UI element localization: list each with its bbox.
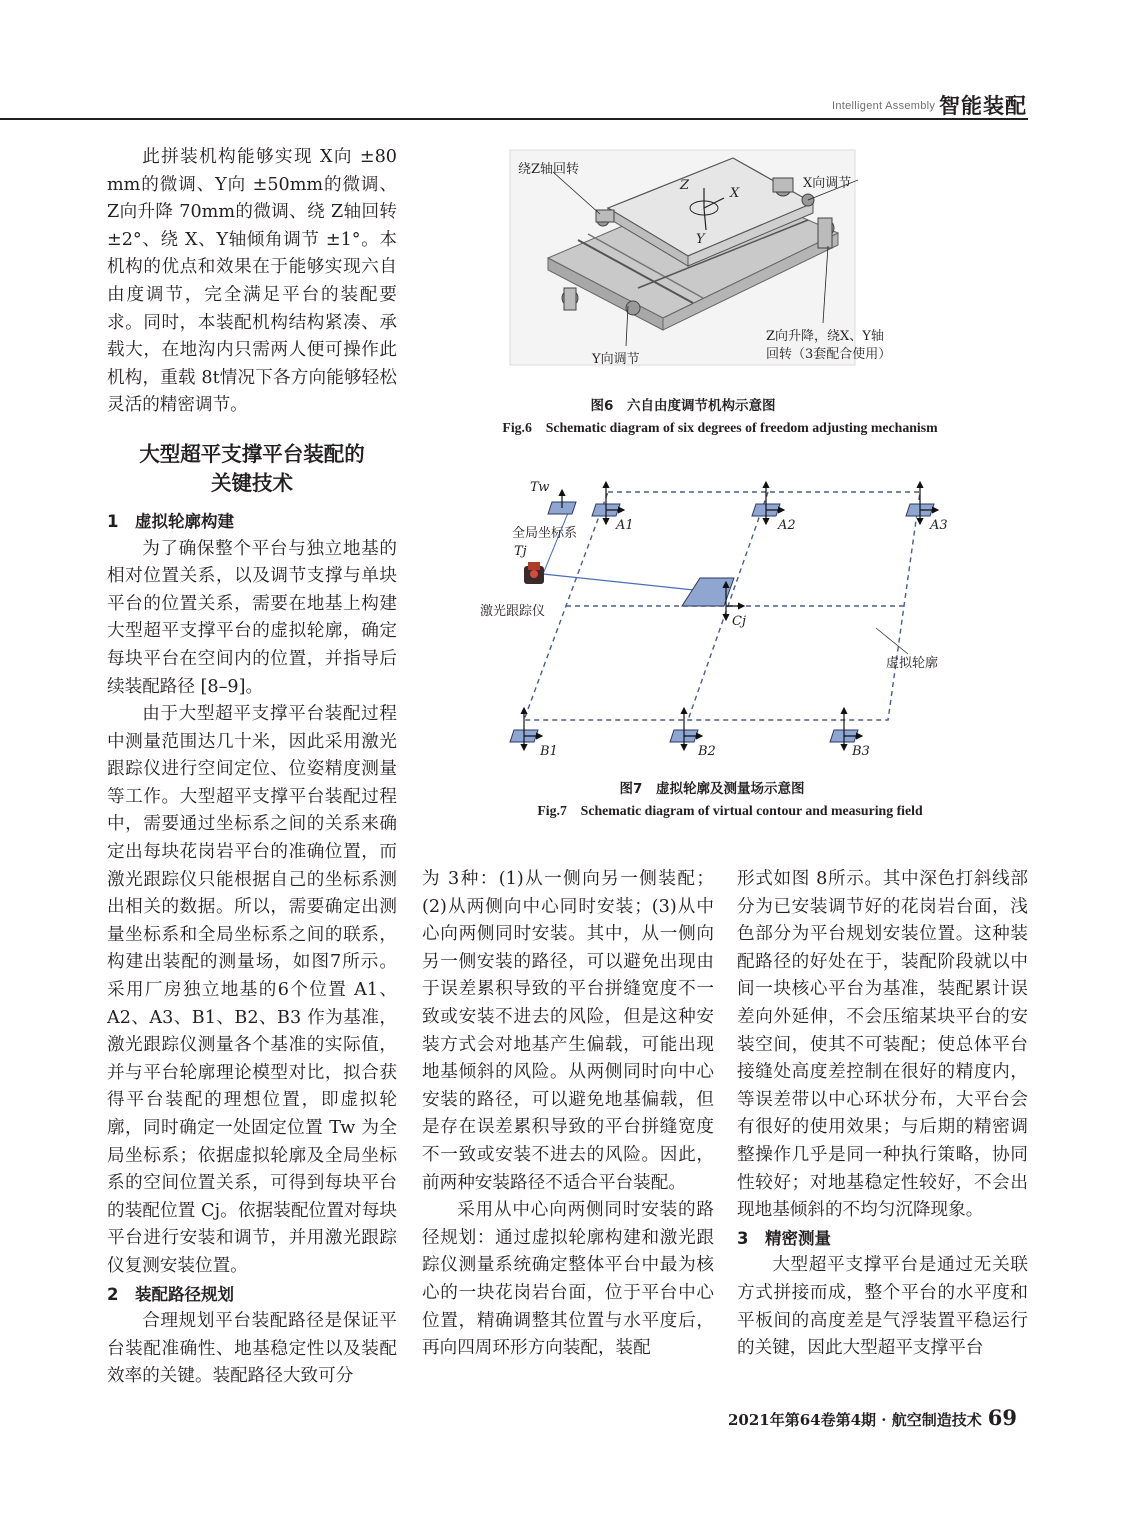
label-cj: Cj bbox=[732, 614, 746, 629]
label-b1: B1 bbox=[540, 744, 558, 759]
text-column-right bbox=[737, 866, 1028, 1363]
label-b3: B3 bbox=[852, 744, 870, 759]
axis-label-x: X bbox=[730, 186, 740, 201]
label-tj: Tj bbox=[514, 544, 527, 559]
paragraph: 为了确保整个平台与独立地基的相对位置关系，以及调节支撑与单块平台的位置关系，需要在地基上构建大型超平支撑平台的虚拟轮廓，确定每块平台在空间内的位置，并指导后续装配路径 [8–9]。 bbox=[107, 538, 397, 697]
label-tw: Tw bbox=[530, 480, 550, 495]
figure-6-caption-zh: 图6 六自由度调节机构示意图 bbox=[590, 398, 776, 414]
paragraph: 由于大型超平支撑平台装配过程中测量范围达几十米，因此采用激光跟踪仪进行空间定位、位姿精度测量等工作。大型超平支撑平台装配过程中，需要通过坐标系之间的关系来确定出每块花岗岩平台的准确位置，而激光跟踪仪只能根据自己的坐标系测出相关的数据。所以，需要确定出测量坐标系和全局坐标系之间的联系，构建出装配的测量场，如图7所示。采用厂房独立地基的6个位置 A1、A2、A3、B1、B2、B3 作为基准，激光跟踪仪测量各个基准的实际值，并与平台轮廓理论模型对比，拟合获得平台装配的理想位置，即虚拟轮廓，同时确定一处固定位置 Tw 为全局坐标系；依据虚拟轮廓及全局坐标系的空间位置关系，可得到每块平台的装配位置 Cj。依据装配位置对每块平台进行安装和调节，并用激光跟踪仪复测安装位置。 bbox=[107, 704, 397, 1276]
label-a2: A2 bbox=[778, 518, 796, 533]
laser-tracker-icon bbox=[524, 562, 544, 584]
section-title-line-2: 关键技术 bbox=[211, 470, 293, 495]
section-title bbox=[107, 440, 397, 498]
page-number: 69 bbox=[987, 1405, 1017, 1430]
figure-7-measuring-field bbox=[478, 478, 958, 768]
subsection-heading: 2 装配路径规划 bbox=[107, 1284, 234, 1304]
subsection-heading: 1 虚拟轮廓构建 bbox=[107, 511, 234, 531]
axis-label-y: Y bbox=[696, 232, 705, 247]
label-virtual-contour: 虚拟轮廓 bbox=[886, 656, 939, 671]
label-laser-tracker: 激光跟踪仪 bbox=[480, 604, 546, 619]
label-b2: B2 bbox=[698, 744, 716, 759]
figure-6-caption-en: Fig.6 Schematic diagram of six degrees of freedom adjusting mechanism bbox=[502, 420, 938, 435]
label-y-adjust: Y向调节 bbox=[592, 352, 640, 367]
label-z-lift-line-1: Z向升降，绕X、Y轴 bbox=[766, 329, 884, 344]
subsection-heading: 3 精密测量 bbox=[737, 1228, 831, 1248]
header-english-title: Intelligent Assembly bbox=[832, 100, 936, 112]
section-title-line-1: 大型超平支撑平台装配的 bbox=[139, 441, 365, 466]
paragraph: 采用从中心向两侧同时安装的路径规划：通过虚拟轮廓构建和激光跟踪仪测量系统确定整体平台中最为核心的一块花岗岩台面，位于平台中心位置，精确调整其位置与水平度后，再向四周环形方向装配，装配 bbox=[422, 1200, 714, 1359]
text-column-middle bbox=[422, 866, 714, 1363]
axis-label-z: Z bbox=[680, 178, 690, 193]
label-a3: A3 bbox=[930, 518, 948, 533]
figure-7-caption-en: Fig.7 Schematic diagram of virtual contour and measuring field bbox=[537, 803, 923, 818]
label-global-cs: 全局坐标系 bbox=[512, 526, 578, 541]
label-x-adjust: X向调节 bbox=[803, 176, 852, 191]
paragraph: 形式如图 8所示。其中深色打斜线部分为已安装调节好的花岗岩台面，浅色部分为平台规划安装位置。这种装配路径的好处在于，装配阶段就以中间一块核心平台为基准，装配累计误差向外延伸，不会压缩某块平台的安装空间，使其不可装配；使总体平台接缝处高度差控制在很好的精度内，等误差带以中心环状分布，大平台会有很好的使用效果；与后期的精密调整操作几乎是同一种执行策略，协同性较好；对地基稳定性较好，不会出现地基倾斜的不均匀沉降现象。 bbox=[737, 869, 1028, 1221]
paragraph: 大型超平支撑平台是通过无关联方式拼接而成，整个平台的水平度和平板间的高度差是气浮装置平稳运行的关键，因此大型超平支撑平台 bbox=[737, 1255, 1028, 1359]
paragraph: 为 3种：(1)从一侧向另一侧装配；(2)从两侧向中心同时安装；(3)从中心向两侧同时安装。其中，从一侧向另一侧安装的路径，可以避免出现由于误差累积导致的平台拼缝宽度不一致或安装不进去的风险，但是这种安装方式会对地基产生偏载，可能出现地基倾斜的风险。从两侧同时向中心安装的路径，可以避免地基偏载，但是存在误差累积导致的平台拼缝宽度不一致或安装不进去的风险。因此，前两种安装路径不适合平台装配。 bbox=[422, 869, 714, 1193]
header-chinese-title: 智能装配 bbox=[939, 94, 1027, 118]
paragraph: 此拼装机构能够实现 X向 ±80 mm的微调、Y向 ±50mm的微调、Z向升降 70mm的微调、绕 Z轴回转 ±2°、绕 X、Y轴倾角调节 ±1°。本机构的优点和效果在于能够实现六自由度调节，完全满足平台的装配要求。同时，本装配机构结构紧凑、承载大，在地沟内只需两人便可操作此机构，重载 8t情况下各方向能够轻松灵活的精密调节。 bbox=[107, 147, 397, 416]
label-rotate-z: 绕Z轴回转 bbox=[518, 162, 580, 177]
paragraph: 合理规划平台装配路径是保证平台装配准确性、地基稳定性以及装配效率的关键。装配路径大致可分 bbox=[107, 1311, 397, 1387]
footer bbox=[728, 1405, 1017, 1430]
text-column-left bbox=[107, 144, 397, 1391]
header-rule bbox=[0, 118, 1028, 120]
label-a1: A1 bbox=[616, 518, 634, 533]
footer-issue: 2021年第64卷第4期 · 航空制造技术 bbox=[728, 1411, 982, 1429]
figure-7-caption-zh: 图7 虚拟轮廓及测量场示意图 bbox=[619, 781, 805, 797]
label-z-lift bbox=[766, 328, 891, 364]
label-z-lift-line-2: 回转（3套配合使用） bbox=[766, 347, 892, 362]
figure-6-mechanism bbox=[508, 148, 892, 368]
